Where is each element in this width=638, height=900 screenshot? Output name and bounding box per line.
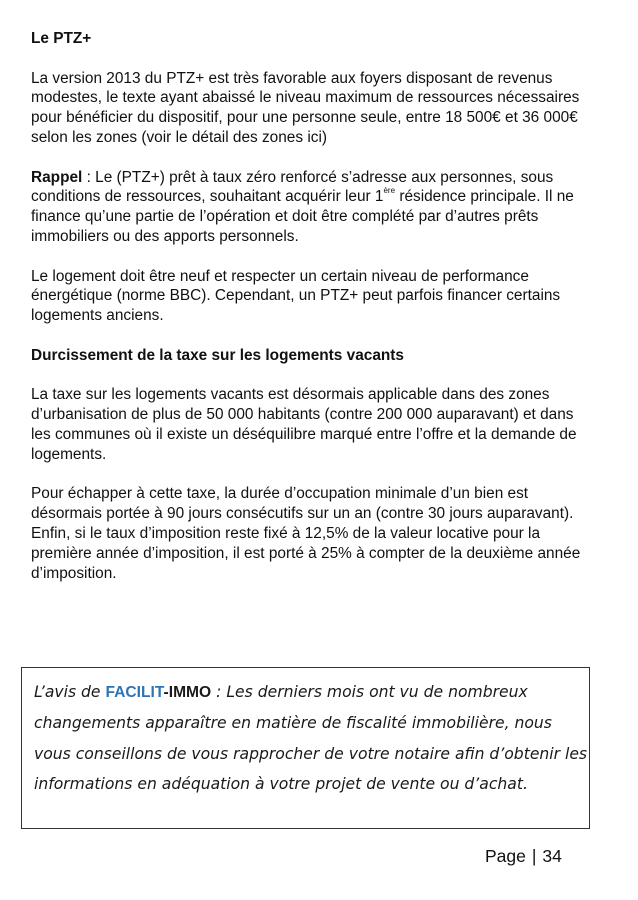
page-number: 34 bbox=[542, 846, 562, 866]
advice-intro: L’avis de bbox=[34, 683, 106, 701]
ptz-paragraph-2-text-a: : Le (PTZ+) prêt à taux zéro renforcé s’adresse aux personnes, sous conditions de ressources, souhaitant acquérir leur 1 bbox=[31, 168, 554, 206]
section-title-ptz: Le PTZ+ bbox=[31, 30, 92, 47]
advice-callout-box bbox=[21, 667, 590, 829]
document-body bbox=[31, 29, 591, 583]
rappel-label: Rappel bbox=[31, 168, 83, 186]
brand-name-immo: -IMMO bbox=[163, 684, 212, 701]
ptz-paragraph-1: La version 2013 du PTZ+ est très favorable aux foyers disposant de revenus modestes, le texte ayant abaissé le niveau maximum de ressources nécessaires pour bénéficier du dispositif, pour une personne seule, entre 18 500€ et 36 000€ selon les zones (voir le détail des zones ici) bbox=[31, 69, 580, 146]
section-title-vacant-tax: Durcissement de la taxe sur les logements vacants bbox=[31, 346, 404, 364]
page-label: Page bbox=[485, 846, 526, 866]
advice-body: : Les derniers mois ont vu de nombreux changements apparaître en matière de fiscalité immobilière, nous vous conseillons de vous rapprocher de votre notaire afin d’obtenir les informations en adéquation à votre projet de vente ou d’achat. bbox=[34, 683, 588, 794]
vacant-tax-paragraph-1: La taxe sur les logements vacants est désormais applicable dans des zones d’urbanisation de plus de 50 000 habitants (contre 200 000 auparavant) et dans les communes où il existe un déséquilibre marqué entre l’offre et la demande de logements. bbox=[31, 386, 577, 463]
page-footer bbox=[485, 846, 562, 867]
ptz-paragraph-2-text-b: résidence principale. Il ne finance qu’une partie de l’opération et doit être complété par d’autres prêts immobiliers ou des apports personnels. bbox=[31, 188, 574, 245]
brand-name-facilit: FACILIT bbox=[105, 684, 164, 701]
vacant-tax-paragraph-2: Pour échapper à cette taxe, la durée d’occupation minimale d’un bien est désormais portée à 90 jours consécutifs sur un an (contre 30 jours auparavant). Enfin, si le taux d’imposition reste fixé à 12,5% de la valeur locative pour la première année d’imposition, il est porté à 25% à compter de la deuxième année d’imposition. bbox=[31, 485, 581, 582]
ptz-paragraph-2 bbox=[31, 168, 591, 247]
ptz-paragraph-3: Le logement doit être neuf et respecter un certain niveau de performance énergétique (norme BBC). Cependant, un PTZ+ peut parfois financer certains logements anciens. bbox=[31, 267, 561, 325]
advice-callout-text bbox=[34, 677, 589, 800]
superscript-ere: ère bbox=[383, 186, 396, 196]
page-separator: | bbox=[531, 846, 537, 866]
